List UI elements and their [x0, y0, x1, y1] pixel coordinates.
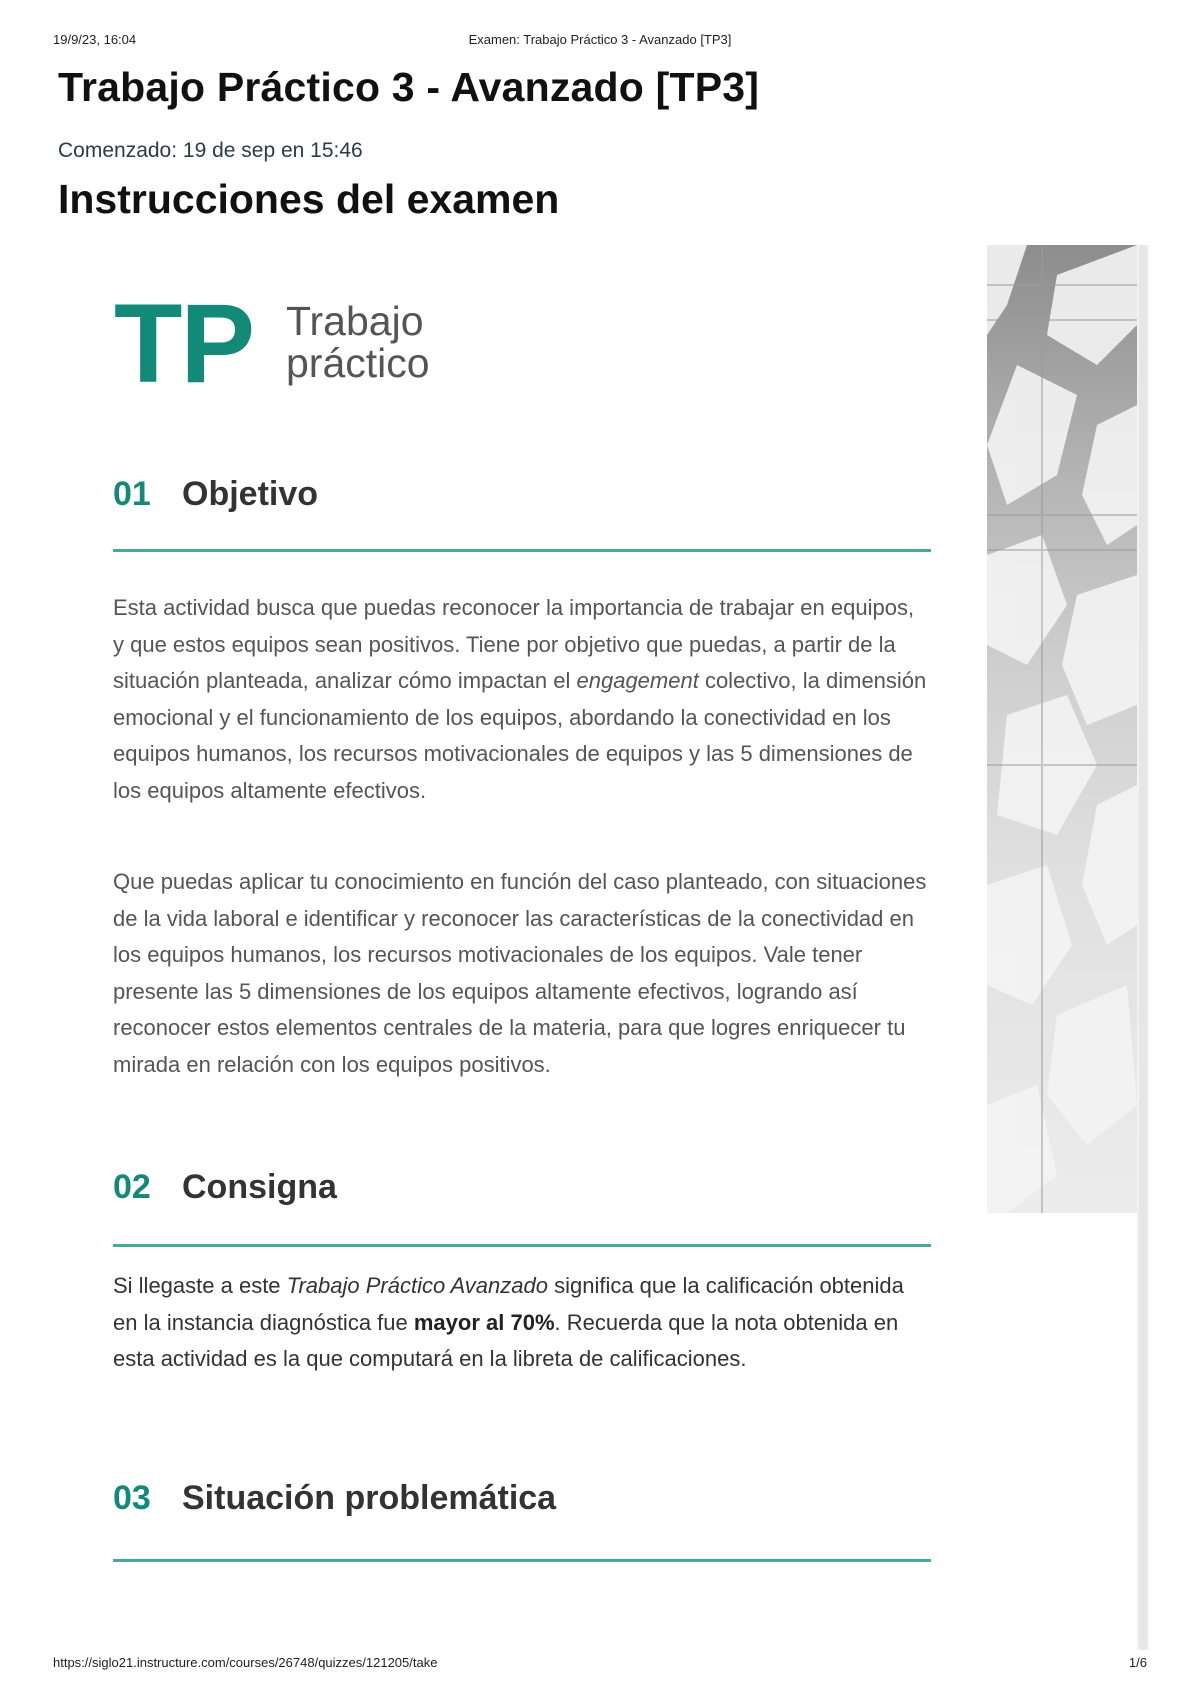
- print-document-title: Examen: Trabajo Práctico 3 - Avanzado [TP3]: [468, 32, 732, 47]
- page-url: https://siglo21.instructure.com/courses/26748/quizzes/121205/take: [53, 1655, 438, 1670]
- print-datetime: 19/9/23, 16:04: [53, 32, 137, 47]
- section-divider: [113, 1559, 931, 1562]
- print-header: [53, 32, 1147, 52]
- tp-logo-word-line2: práctico: [286, 340, 430, 386]
- objetivo-paragraph-1: Esta actividad busca que puedas reconocer la importancia de trabajar en equipos, y que estos equipos sean positivos. Tiene por objetivo que puedas, a partir de la situación planteada, analizar cómo impactan el engagement colectivo, la dimensión emocional y el funcionamiento de los equipos, abordando la conectividad en los equipos humanos, los recursos motivacionales de equipos y las 5 dimensiones de los equipos altamente efectivos.: [113, 595, 927, 803]
- section-number: 02: [113, 1168, 151, 1206]
- decorative-side-image: [987, 245, 1137, 1213]
- print-footer: [53, 1655, 1147, 1675]
- section-situacion: [113, 1479, 931, 1539]
- objetivo-paragraph-2: Que puedas aplicar tu conocimiento en función del caso planteado, con situaciones de la vida laboral e identificar y reconocer las características de la conectividad en los equipos humanos, los recursos motivacionales de los equipos. Vale tener presente las 5 dimensiones de los equipos altamente efectivos, logrando así reconocer estos elementos centrales de la materia, para que logres enriquecer tu mirada en relación con los equipos positivos.: [113, 869, 927, 1077]
- tp-logo-letters: TP: [114, 281, 254, 406]
- section-number: 03: [113, 1479, 151, 1517]
- tp-logo-word: [286, 300, 430, 384]
- section-divider: [113, 549, 931, 552]
- section-number: 01: [113, 475, 151, 513]
- section-objetivo: [113, 475, 931, 535]
- section-consigna: [113, 1168, 931, 1228]
- tp-logo: [114, 281, 494, 408]
- started-timestamp: Comenzado: 19 de sep en 15:46: [58, 139, 363, 162]
- section-title: Consigna: [182, 1168, 337, 1206]
- page-number: 1/6: [1128, 1655, 1147, 1670]
- scrollbar[interactable]: [1137, 245, 1149, 1650]
- section-title: Objetivo: [182, 475, 319, 513]
- scrollbar-thumb[interactable]: [1139, 245, 1147, 1650]
- abstract-architecture-graphic: [987, 245, 1137, 1213]
- page-title: Trabajo Práctico 3 - Avanzado [TP3]: [58, 64, 760, 110]
- consigna-paragraph: Si llegaste a este Trabajo Práctico Avanzado significa que la calificación obtenida en la instancia diagnóstica fue mayor al 70%. Recuerda que la nota obtenida en esta actividad es la que computará en la libreta de calificaciones.: [113, 1273, 904, 1372]
- section-divider: [113, 1244, 931, 1247]
- tp-logo-word-line1: Trabajo: [286, 298, 424, 344]
- section-title: Situación problemática: [182, 1479, 557, 1517]
- instructions-heading: Instrucciones del examen: [58, 176, 560, 222]
